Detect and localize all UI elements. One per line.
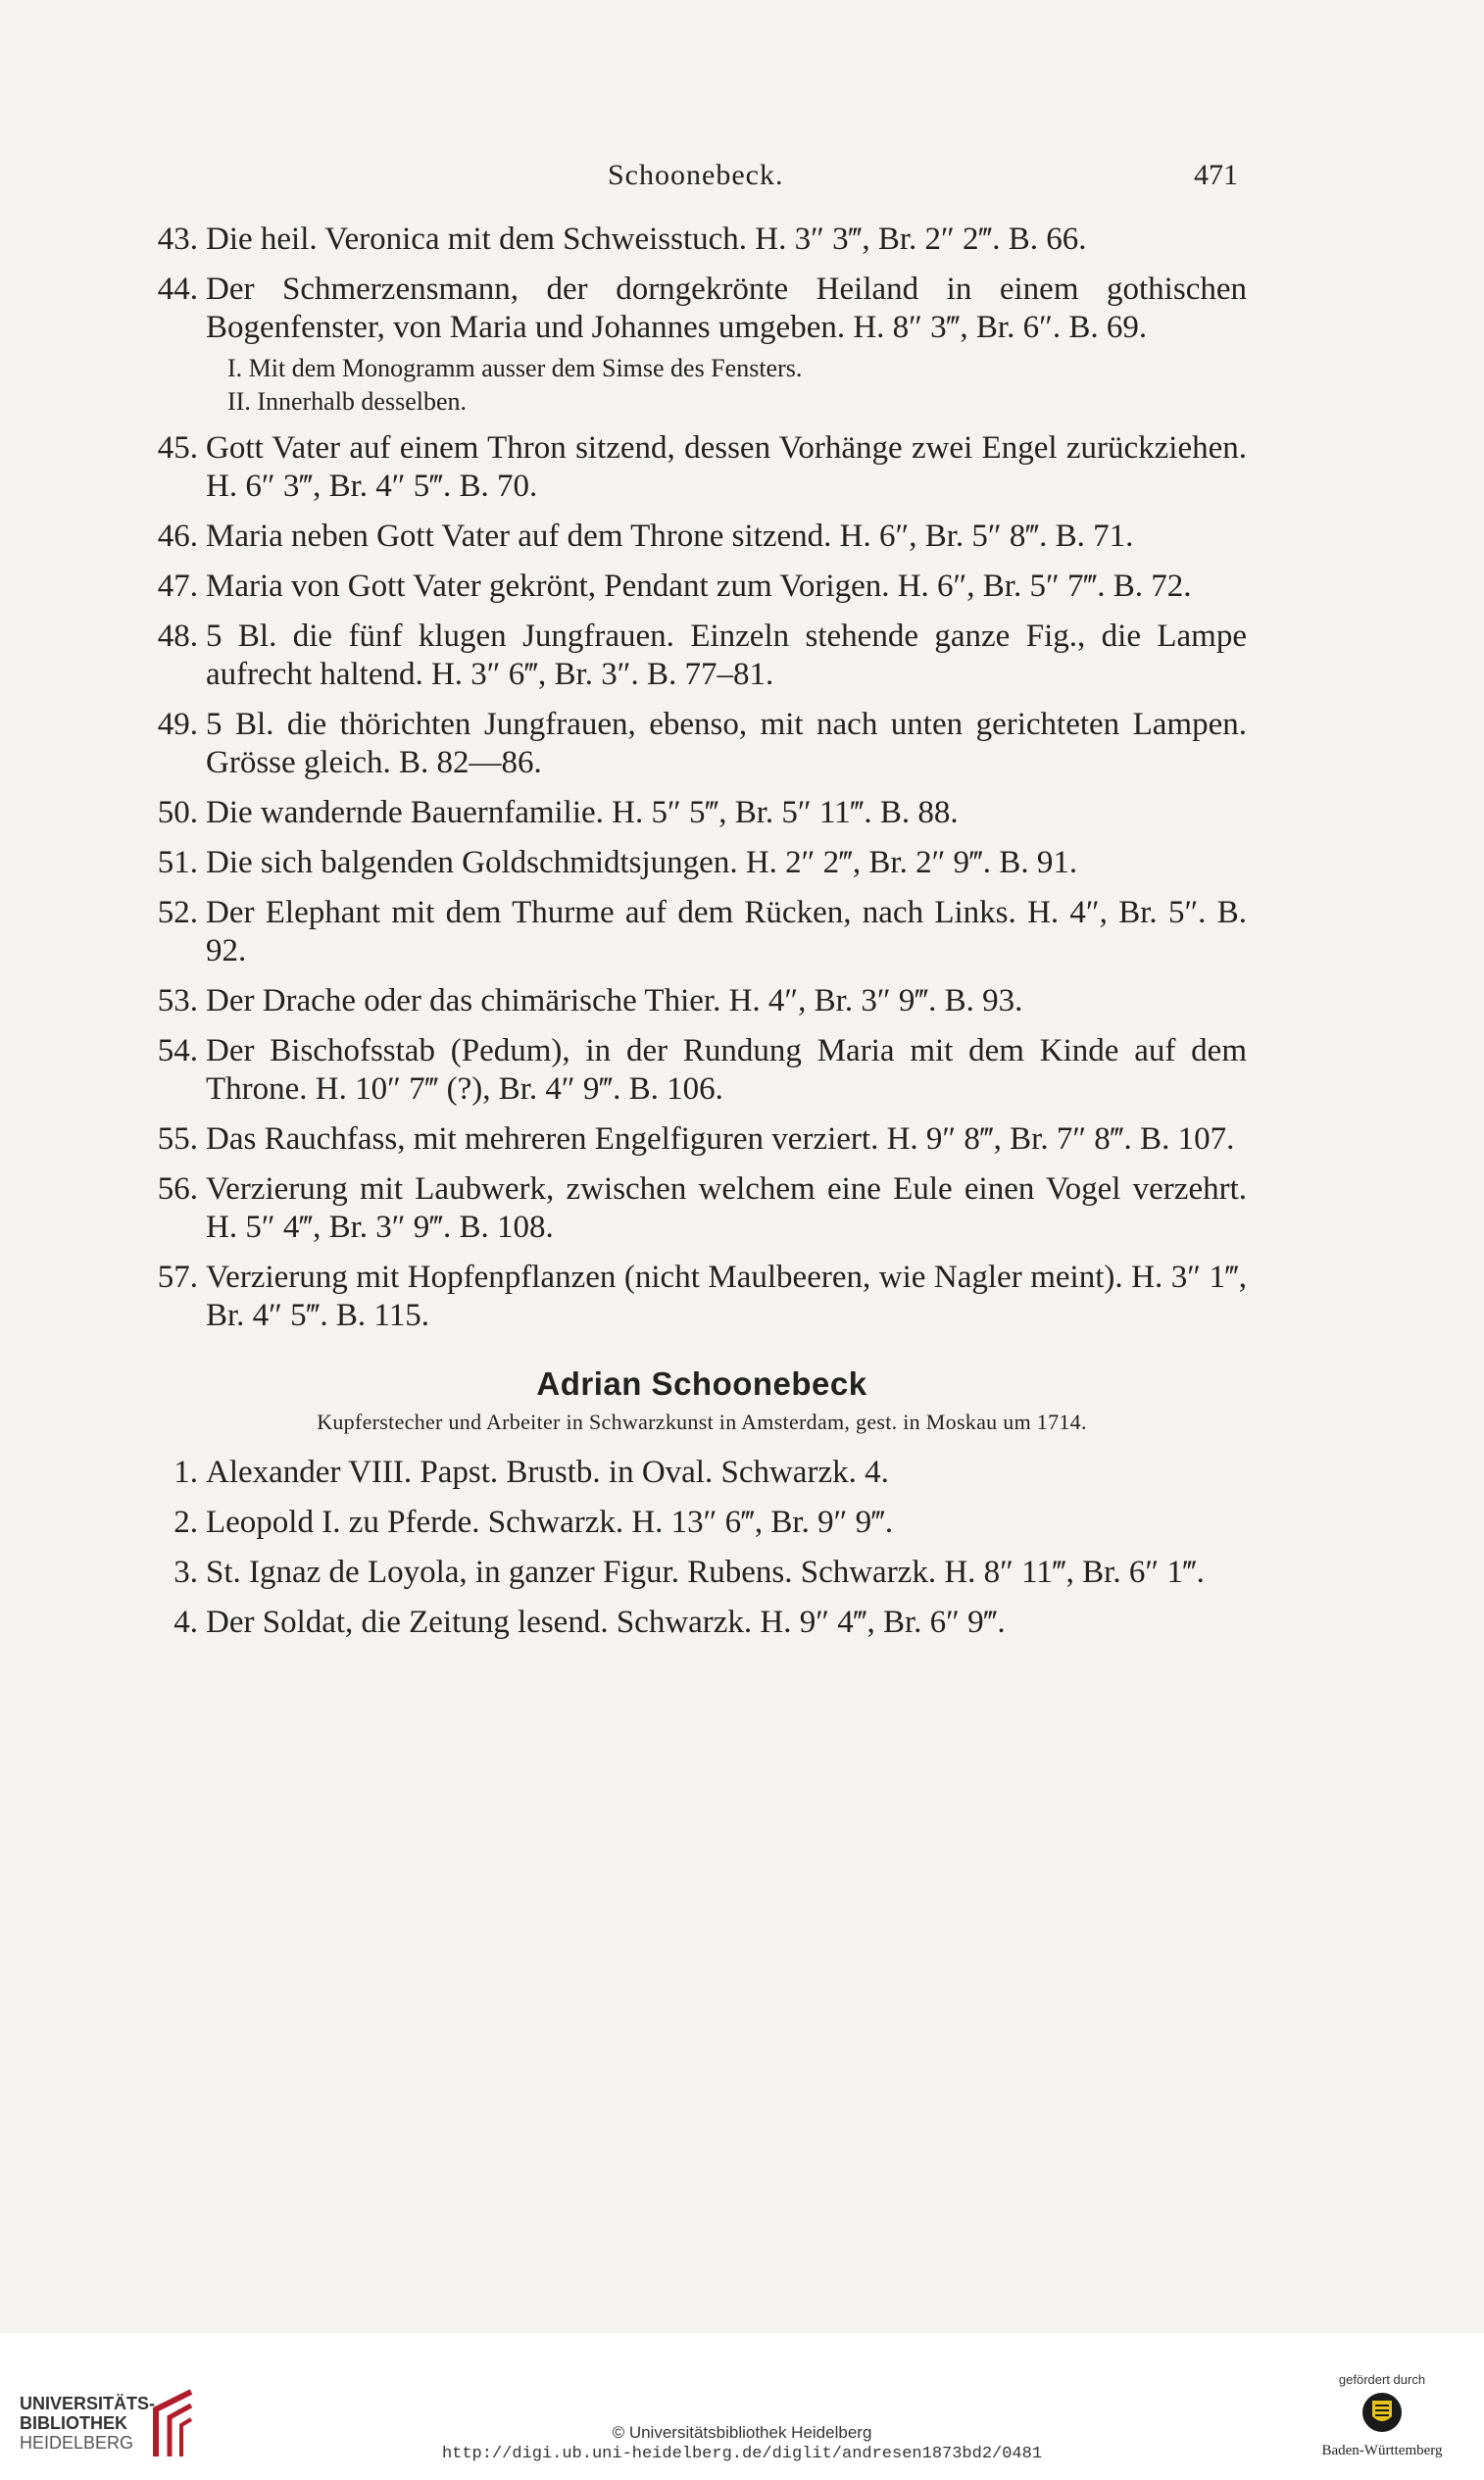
entry-text: 5 Bl. die thörichten Jungfrauen, ebenso, mit nach unten gerichteten Lampen. Grösse gleich. B. 82—86. — [206, 707, 1247, 780]
entry-text: Der Elephant mit dem Thurme auf dem Rücken, nach Links. H. 4″, Br. 5″. B. 92. — [206, 895, 1247, 968]
entry-text: Gott Vater auf einem Thron sitzend, dessen Vorhänge zwei Engel zurückziehen. H. 6″ 3‴, Br. 4″ 5‴. B. 70. — [206, 430, 1247, 504]
catalog-entry — [157, 706, 1247, 782]
coat-of-arms-icon — [1360, 2391, 1404, 2434]
entry-number: 49. — [157, 707, 198, 742]
logo-line: UNIVERSITÄTS- — [20, 2394, 156, 2413]
copyright-notice: © Universitätsbibliothek Heidelberg — [612, 2423, 872, 2442]
entry-text: Leopold I. zu Pferde. Schwarzk. H. 13″ 6‴, Br. 9″ 9‴. — [206, 1505, 894, 1540]
library-footer — [0, 2333, 1484, 2480]
artist-biography: Kupferstecher und Arbeiter in Schwarzkunst in Amsterdam, gest. in Moskau um 1714. — [317, 1410, 1087, 1434]
entry-number: 57. — [157, 1260, 198, 1295]
catalog-entry — [157, 1504, 1247, 1542]
entry-number: 2. — [173, 1505, 198, 1540]
entry-text: Die sich balgenden Goldschmidtsjungen. H. 2″ 2‴, Br. 2″ 9‴. B. 91. — [206, 845, 1078, 880]
state-note: I. Mit dem Monogramm ausser dem Simse des Fensters. — [227, 354, 803, 382]
entry-number: 52. — [157, 895, 198, 930]
catalog-entry — [157, 1454, 1247, 1492]
artist-heading: Adrian Schoonebeck — [536, 1365, 867, 1402]
catalog-entry — [157, 1604, 1247, 1642]
entry-text: Der Bischofsstab (Pedum), in der Rundung Maria mit dem Kinde auf dem Throne. H. 10″ 7‴ (?), Br. 4″ 9‴. B. 106. — [206, 1033, 1247, 1107]
catalog-entry — [157, 1120, 1247, 1159]
entry-text: Das Rauchfass, mit mehreren Engelfiguren verziert. H. 9″ 8‴, Br. 7″ 8‴. B. 107. — [206, 1121, 1235, 1157]
entry-text: Maria von Gott Vater gekrönt, Pendant zum Vorigen. H. 6″, Br. 5″ 7‴. B. 72. — [206, 569, 1192, 604]
entry-number: 50. — [157, 795, 198, 830]
entry-text: Maria neben Gott Vater auf dem Throne sitzend. H. 6″, Br. 5″ 8‴. B. 71. — [206, 519, 1134, 554]
state-notes — [157, 353, 1247, 418]
entry-number: 55. — [157, 1121, 198, 1157]
entry-text: Der Soldat, die Zeitung lesend. Schwarzk. H. 9″ 4‴, Br. 6″ 9‴. — [206, 1605, 1006, 1640]
entry-number: 54. — [157, 1033, 198, 1068]
entry-number: 43. — [157, 222, 198, 257]
catalog-entry — [157, 518, 1247, 556]
catalog-entry — [157, 618, 1247, 694]
entry-number: 46. — [157, 519, 198, 554]
running-head-title: Schoonebeck. — [608, 159, 784, 191]
catalog-entry — [157, 1170, 1247, 1247]
entry-number: 3. — [173, 1555, 198, 1590]
entry-text: Verzierung mit Hopfenpflanzen (nicht Maulbeeren, wie Nagler meint). H. 3″ 1‴, Br. 4″ 5‴. B. 115. — [206, 1260, 1247, 1333]
catalog-entry — [157, 894, 1247, 970]
entry-number: 45. — [157, 430, 198, 466]
entry-text: Die heil. Veronica mit dem Schweisstuch. H. 3″ 3‴, Br. 2″ 2‴. B. 66. — [206, 222, 1087, 257]
page-number: 471 — [1194, 159, 1238, 191]
catalog-entry — [157, 1259, 1247, 1335]
funder-name: Baden-Württemberg — [1321, 2443, 1443, 2458]
entry-number: 48. — [157, 619, 198, 654]
entry-number: 4. — [173, 1605, 198, 1640]
entry-text: Alexander VIII. Papst. Brustb. in Oval. Schwarzk. 4. — [206, 1455, 889, 1490]
entry-text: Verzierung mit Laubwerk, zwischen welchem eine Eule einen Vogel verzehrt. H. 5″ 4‴, Br. 3″ 9‴. B. 108. — [206, 1171, 1247, 1245]
entry-text: 5 Bl. die fünf klugen Jungfrauen. Einzeln stehende ganze Fig., die Lampe aufrecht haltend. H. 3″ 6‴, Br. 3″. B. 77–81. — [206, 619, 1247, 692]
catalog-entry — [157, 429, 1247, 506]
catalog-entry — [157, 221, 1247, 259]
permalink[interactable]: http://digi.ub.uni-heidelberg.de/diglit/andresen1873bd2/0481 — [441, 2445, 1043, 2463]
entry-number: 56. — [157, 1171, 198, 1207]
catalog-entry — [157, 844, 1247, 882]
funding-notice — [1304, 2372, 1460, 2459]
logo-line: BIBLIOTHEK — [20, 2413, 127, 2433]
entry-text: Die wandernde Bauernfamilie. H. 5″ 5‴, Br. 5″ 11‴. B. 88. — [206, 795, 959, 830]
entry-number: 1. — [173, 1455, 198, 1490]
catalog-entry — [157, 1554, 1247, 1592]
catalog-entry — [157, 568, 1247, 606]
catalog-entry — [157, 1032, 1247, 1109]
catalog-entry — [157, 982, 1247, 1020]
entry-number: 53. — [157, 983, 198, 1018]
catalog-entry — [157, 271, 1247, 347]
entry-text: St. Ignaz de Loyola, in ganzer Figur. Rubens. Schwarzk. H. 8″ 11‴, Br. 6″ 1‴. — [206, 1555, 1205, 1590]
entry-number: 51. — [157, 845, 198, 880]
entry-number: 47. — [157, 569, 198, 604]
entry-number: 44. — [157, 272, 198, 307]
logo-line: HEIDELBERG — [20, 2433, 134, 2453]
funded-label: gefördert durch — [1338, 2372, 1426, 2387]
state-note: II. Innerhalb desselben. — [227, 387, 468, 416]
catalog-entry — [157, 794, 1247, 832]
entry-text: Der Schmerzensmann, der dorngekrönte Heiland in einem gothischen Bogenfenster, von Maria und Johannes umgeben. H. 8″ 3‴, Br. 6″. B. 69. — [206, 272, 1247, 345]
body-text — [157, 221, 1247, 1654]
entry-text: Der Drache oder das chimärische Thier. H. 4″, Br. 3″ 9‴. B. 93. — [206, 983, 1023, 1018]
